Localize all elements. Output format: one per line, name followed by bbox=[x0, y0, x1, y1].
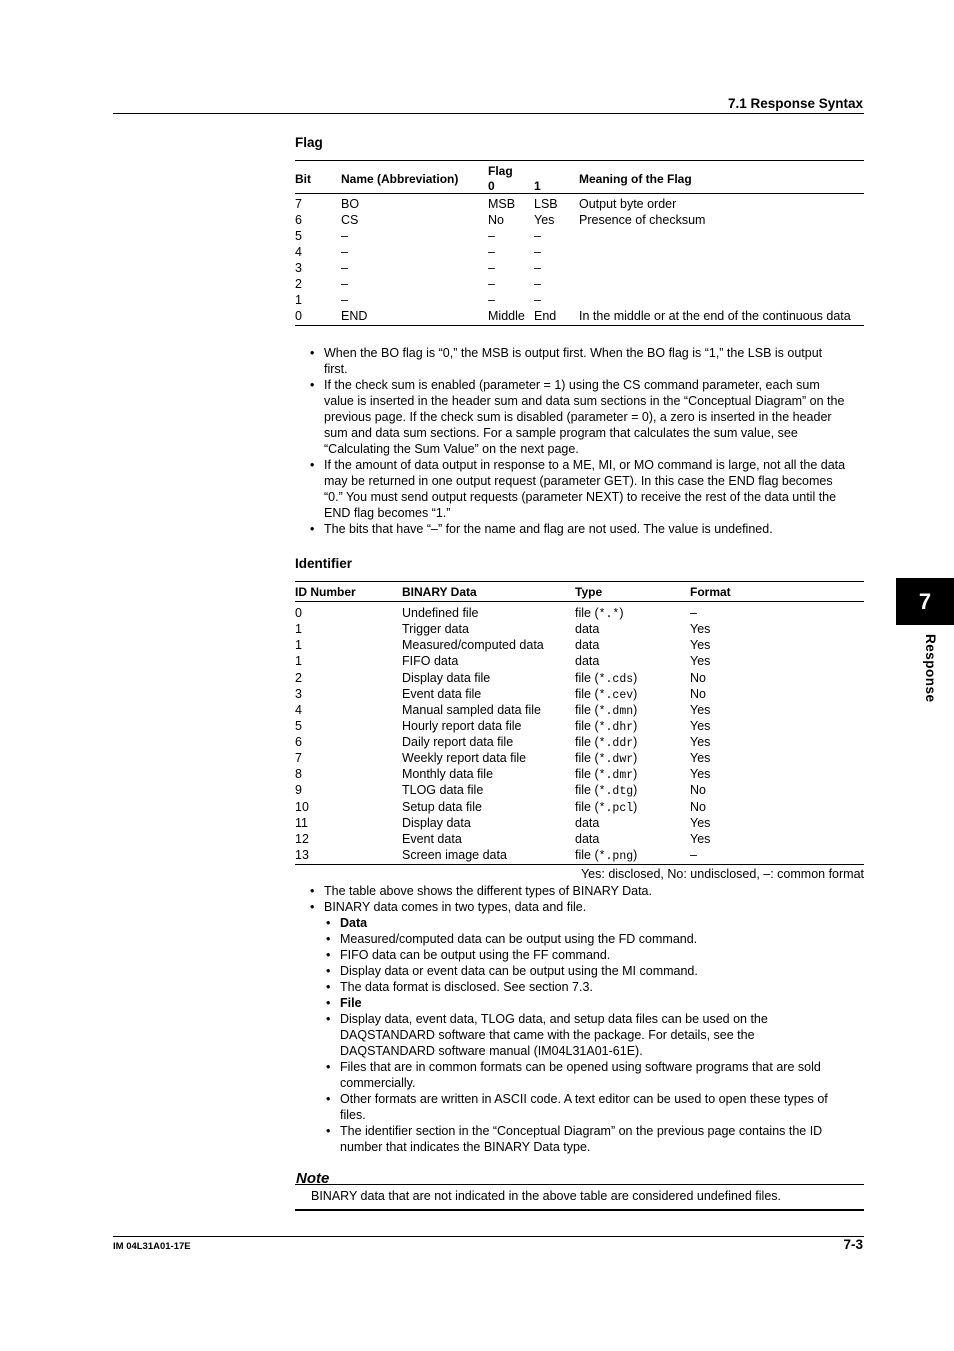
list-item bbox=[310, 1091, 865, 1123]
table-row bbox=[295, 750, 864, 766]
identifier-id: 4 bbox=[295, 702, 302, 717]
list-item-line: If the amount of data output in response to a ME, MI, or MO command is large, not all the data bbox=[324, 458, 846, 472]
list-item bbox=[310, 521, 865, 537]
type-prefix: data bbox=[575, 654, 600, 669]
note-text: BINARY data that are not indicated in the above table are considered undefined files. bbox=[311, 1189, 781, 1203]
identifier-col-type: Type bbox=[575, 585, 603, 599]
flag-table-header-rule bbox=[295, 193, 864, 194]
table-row bbox=[295, 718, 864, 734]
list-item-line: may be returned in one output request (parameter GET). In this case the END flag becomes bbox=[324, 474, 833, 488]
flag-value-0: MSB bbox=[488, 197, 516, 211]
list-item bbox=[310, 915, 865, 931]
identifier-col-binary: BINARY Data bbox=[402, 585, 477, 599]
table-row bbox=[295, 244, 864, 260]
list-item-line: value is inserted in the header sum and data sum sections in the “Conceptual Diagram” on the bbox=[324, 394, 845, 408]
bullet-icon: • bbox=[326, 1092, 331, 1106]
table-row bbox=[295, 292, 864, 308]
flag-name: – bbox=[341, 245, 348, 259]
flag-name: – bbox=[341, 293, 348, 307]
list-item bbox=[310, 1059, 865, 1091]
flag-bit: 4 bbox=[295, 245, 302, 259]
flag-name: – bbox=[341, 261, 348, 275]
identifier-binary-data: Measured/computed data bbox=[402, 638, 544, 653]
flag-bit: 6 bbox=[295, 213, 302, 227]
identifier-binary-data: Screen image data bbox=[402, 847, 507, 862]
flag-value-0: – bbox=[488, 277, 495, 291]
list-item-line: DAQSTANDARD software that came with the package. For details, see the bbox=[340, 1028, 755, 1042]
list-item-line: The data format is disclosed. See section 7.3. bbox=[340, 980, 593, 994]
flag-name: – bbox=[341, 229, 348, 243]
identifier-format: Yes bbox=[690, 654, 711, 669]
flag-value-1: – bbox=[534, 245, 541, 259]
type-prefix: file ( bbox=[575, 799, 599, 814]
type-suffix: ) bbox=[633, 686, 638, 701]
flag-col-bit: Bit bbox=[295, 172, 311, 186]
table-row bbox=[295, 734, 864, 750]
list-item-line: BINARY data comes in two types, data and file. bbox=[324, 900, 587, 914]
file-extension: *.pcl bbox=[598, 801, 634, 815]
identifier-format: No bbox=[690, 799, 706, 814]
header-rule bbox=[113, 113, 864, 114]
identifier-binary-data: Manual sampled data file bbox=[402, 702, 541, 717]
type-suffix: ) bbox=[633, 670, 638, 685]
flag-bit: 5 bbox=[295, 229, 302, 243]
file-extension: *.dwr bbox=[598, 753, 634, 767]
table-row bbox=[295, 799, 864, 815]
type-suffix: ) bbox=[633, 799, 638, 814]
list-item bbox=[310, 345, 865, 377]
flag-meaning: In the middle or at the end of the continuous data bbox=[579, 309, 851, 323]
file-extension: *.png bbox=[598, 849, 634, 863]
table-row bbox=[295, 670, 864, 686]
footer-rule bbox=[113, 1236, 864, 1237]
identifier-format: Yes bbox=[690, 638, 711, 653]
identifier-binary-data: Trigger data bbox=[402, 622, 469, 637]
identifier-format: Yes bbox=[690, 831, 711, 846]
identifier-binary-data: Daily report data file bbox=[402, 735, 514, 750]
bullet-icon: • bbox=[310, 900, 315, 914]
list-item bbox=[310, 979, 865, 995]
type-prefix: file ( bbox=[575, 783, 599, 798]
identifier-format: Yes bbox=[690, 735, 711, 750]
list-item-line: “Calculating the Sum Value” on the next page. bbox=[324, 442, 579, 456]
flag-value-1: End bbox=[534, 309, 557, 323]
flag-value-0: No bbox=[488, 213, 504, 227]
flag-bit: 7 bbox=[295, 197, 302, 211]
type-prefix: data bbox=[575, 638, 600, 653]
identifier-id: 1 bbox=[295, 638, 302, 653]
type-prefix: file ( bbox=[575, 670, 599, 685]
list-item bbox=[310, 883, 865, 899]
flag-table-bottom-rule bbox=[295, 325, 864, 326]
identifier-binary-data: FIFO data bbox=[402, 654, 459, 669]
type-suffix: ) bbox=[619, 606, 624, 620]
table-row bbox=[295, 686, 864, 702]
identifier-format: – bbox=[690, 606, 697, 620]
file-extension: *.cev bbox=[598, 688, 634, 702]
bullet-icon: • bbox=[326, 1124, 331, 1138]
flag-meaning: Output byte order bbox=[579, 197, 677, 211]
table-row bbox=[295, 621, 864, 637]
identifier-id: 11 bbox=[295, 815, 308, 830]
flag-value-0: – bbox=[488, 293, 495, 307]
bullet-icon: • bbox=[310, 884, 315, 898]
identifier-table-bottom-rule bbox=[295, 864, 864, 865]
flag-value-1: – bbox=[534, 261, 541, 275]
list-item bbox=[310, 963, 865, 979]
identifier-binary-data: TLOG data file bbox=[402, 783, 484, 798]
doc-id: IM 04L31A01-17E bbox=[113, 1241, 191, 1252]
list-item-line: commercially. bbox=[340, 1076, 416, 1090]
identifier-id: 10 bbox=[295, 799, 309, 814]
identifier-format: Yes bbox=[690, 702, 711, 717]
identifier-heading: Identifier bbox=[295, 556, 353, 571]
identifier-type bbox=[575, 847, 637, 865]
list-item-line: Measured/computed data can be output using the FD command. bbox=[340, 932, 698, 946]
type-prefix: file ( bbox=[575, 606, 599, 620]
list-item-line: The table above shows the different types of BINARY Data. bbox=[324, 884, 652, 898]
identifier-binary-data: Weekly report data file bbox=[402, 751, 527, 766]
identifier-id: 0 bbox=[295, 606, 302, 620]
list-item bbox=[310, 1011, 865, 1059]
identifier-table-header bbox=[295, 584, 864, 600]
file-extension: *.ddr bbox=[598, 737, 634, 751]
identifier-notes bbox=[310, 883, 865, 1155]
identifier-binary-data: Setup data file bbox=[402, 799, 482, 814]
type-prefix: data bbox=[575, 831, 600, 846]
table-row bbox=[295, 766, 864, 782]
identifier-id: 3 bbox=[295, 686, 302, 701]
list-item-line: sum and data sum sections. For a sample program that calculates the sum value, see bbox=[324, 426, 798, 440]
table-row bbox=[295, 196, 864, 212]
list-item bbox=[310, 995, 865, 1011]
type-prefix: file ( bbox=[575, 718, 599, 733]
identifier-id: 6 bbox=[295, 735, 302, 750]
identifier-binary-data: Monthly data file bbox=[402, 767, 494, 782]
flag-value-1: – bbox=[534, 229, 541, 243]
table-row bbox=[295, 702, 864, 718]
list-item-line: File bbox=[340, 996, 362, 1010]
identifier-binary-data: Undefined file bbox=[402, 606, 479, 620]
identifier-binary-data: Display data bbox=[402, 815, 471, 830]
table-row bbox=[295, 276, 864, 292]
flag-meaning: Presence of checksum bbox=[579, 213, 706, 227]
type-suffix: ) bbox=[633, 735, 638, 750]
file-extension: *.dmn bbox=[598, 704, 634, 718]
type-prefix: file ( bbox=[575, 751, 599, 766]
bullet-icon: • bbox=[326, 996, 331, 1010]
type-prefix: file ( bbox=[575, 735, 599, 750]
file-extension: *.dtg bbox=[598, 785, 634, 799]
flag-col-flag: Flag bbox=[488, 164, 513, 178]
table-row bbox=[295, 228, 864, 244]
list-item-line: first. bbox=[324, 362, 348, 376]
type-suffix: ) bbox=[633, 751, 638, 766]
section-title: 7.1 Response Syntax bbox=[727, 96, 863, 111]
identifier-format: No bbox=[690, 686, 706, 701]
type-suffix: ) bbox=[633, 718, 638, 733]
flag-value-0: Middle bbox=[488, 309, 525, 323]
identifier-id: 12 bbox=[295, 831, 309, 846]
bullet-icon: • bbox=[310, 458, 315, 472]
flag-table-header-sub bbox=[295, 178, 864, 194]
type-prefix: data bbox=[575, 815, 600, 830]
identifier-format: Yes bbox=[690, 751, 711, 766]
flag-value-1: – bbox=[534, 293, 541, 307]
list-item bbox=[310, 947, 865, 963]
list-item-line: FIFO data can be output using the FF command. bbox=[340, 948, 611, 962]
list-item bbox=[310, 931, 865, 947]
flag-value-0: – bbox=[488, 229, 495, 243]
identifier-binary-data: Event data bbox=[402, 831, 462, 846]
flag-value-1: – bbox=[534, 277, 541, 291]
bullet-icon: • bbox=[310, 522, 315, 536]
type-suffix: ) bbox=[633, 767, 638, 782]
type-suffix: ) bbox=[633, 702, 638, 717]
bullet-icon: • bbox=[326, 916, 331, 930]
file-extension: *.* bbox=[598, 608, 620, 621]
flag-value-0: – bbox=[488, 245, 495, 259]
type-prefix: data bbox=[575, 622, 600, 637]
note-bottom-rule bbox=[295, 1209, 864, 1211]
identifier-id: 1 bbox=[295, 654, 302, 669]
list-item-line: When the BO flag is “0,” the MSB is output first. When the BO flag is “1,” the LSB is output bbox=[324, 346, 823, 360]
list-item bbox=[310, 457, 865, 521]
bullet-icon: • bbox=[310, 346, 315, 360]
bullet-icon: • bbox=[326, 948, 331, 962]
flag-heading: Flag bbox=[295, 135, 323, 150]
identifier-id: 1 bbox=[295, 622, 302, 637]
file-extension: *.dhr bbox=[598, 720, 634, 734]
list-item-line: “0.” You must send output requests (parameter NEXT) to receive the rest of the data until the bbox=[324, 490, 837, 504]
list-item-line: files. bbox=[340, 1108, 366, 1122]
identifier-format: Yes bbox=[690, 718, 711, 733]
flag-notes bbox=[310, 345, 865, 537]
identifier-col-format: Format bbox=[690, 585, 731, 599]
type-prefix: file ( bbox=[575, 702, 599, 717]
flag-name: END bbox=[341, 309, 368, 323]
table-row bbox=[295, 653, 864, 669]
identifier-id: 5 bbox=[295, 718, 302, 733]
type-suffix: ) bbox=[633, 783, 638, 798]
list-item-line: Other formats are written in ASCII code. A text editor can be used to open these types of bbox=[340, 1092, 828, 1106]
flag-bit: 3 bbox=[295, 261, 302, 275]
bullet-icon: • bbox=[326, 932, 331, 946]
chapter-tab: 7 bbox=[896, 578, 954, 625]
identifier-format: – bbox=[690, 847, 697, 862]
type-suffix: ) bbox=[633, 847, 638, 862]
identifier-binary-data: Hourly report data file bbox=[402, 718, 522, 733]
table-row bbox=[295, 637, 864, 653]
identifier-id: 2 bbox=[295, 670, 302, 685]
format-legend: Yes: disclosed, No: undisclosed, –: common format bbox=[580, 867, 864, 881]
list-item-line: previous page. If the check sum is disabled (parameter = 0), a zero is inserted in the header bbox=[324, 410, 832, 424]
list-item-line: DAQSTANDARD software manual (IM04L31A01-61E). bbox=[340, 1044, 643, 1058]
flag-bit: 0 bbox=[295, 309, 302, 323]
page-number: 7-3 bbox=[843, 1237, 863, 1252]
table-row bbox=[295, 782, 864, 798]
identifier-format: No bbox=[690, 670, 706, 685]
flag-value-0: – bbox=[488, 261, 495, 275]
list-item-line: The identifier section in the “Conceptual Diagram” on the previous page contains the ID bbox=[340, 1124, 823, 1138]
list-item-line: Display data or event data can be output using the MI command. bbox=[340, 964, 698, 978]
identifier-format: Yes bbox=[690, 767, 711, 782]
flag-bit: 1 bbox=[295, 293, 302, 307]
flag-value-1: LSB bbox=[534, 197, 558, 211]
list-item bbox=[310, 377, 865, 457]
list-item-line: END flag becomes “1.” bbox=[324, 506, 451, 520]
identifier-id: 9 bbox=[295, 783, 302, 798]
flag-col-name: Name (Abbreviation) bbox=[341, 172, 459, 186]
list-item bbox=[310, 1123, 865, 1155]
file-extension: *.cds bbox=[598, 672, 634, 686]
identifier-format: No bbox=[690, 783, 706, 798]
identifier-format: Yes bbox=[690, 815, 711, 830]
identifier-id: 7 bbox=[295, 751, 302, 766]
flag-name: CS bbox=[341, 213, 359, 227]
bullet-icon: • bbox=[326, 980, 331, 994]
table-row bbox=[295, 605, 864, 621]
type-prefix: file ( bbox=[575, 686, 599, 701]
table-row bbox=[295, 831, 864, 847]
flag-table-top-rule bbox=[295, 160, 864, 161]
list-item-line: If the check sum is enabled (parameter = 1) using the CS command parameter, each sum bbox=[324, 378, 820, 392]
identifier-id: 8 bbox=[295, 767, 302, 782]
list-item bbox=[310, 899, 865, 915]
table-row bbox=[295, 260, 864, 276]
bullet-icon: • bbox=[310, 378, 315, 392]
note-top-rule bbox=[295, 1184, 864, 1185]
identifier-table-top-rule bbox=[295, 581, 864, 582]
table-row bbox=[295, 308, 864, 324]
table-row bbox=[295, 815, 864, 831]
flag-col-1: 1 bbox=[534, 179, 541, 193]
flag-bit: 2 bbox=[295, 277, 302, 291]
table-row bbox=[295, 212, 864, 228]
flag-col-meaning: Meaning of the Flag bbox=[579, 172, 692, 186]
identifier-format: Yes bbox=[690, 622, 711, 637]
flag-name: BO bbox=[341, 197, 360, 211]
table-row bbox=[295, 847, 864, 863]
bullet-icon: • bbox=[326, 964, 331, 978]
list-item-line: Display data, event data, TLOG data, and setup data files can be used on the bbox=[340, 1012, 768, 1026]
file-extension: *.dmr bbox=[598, 769, 634, 783]
list-item-line: Data bbox=[340, 916, 368, 930]
list-item-line: Files that are in common formats can be opened using software programs that are sold bbox=[340, 1060, 821, 1074]
list-item-line: number that indicates the BINARY Data type. bbox=[340, 1140, 591, 1154]
identifier-binary-data: Display data file bbox=[402, 670, 491, 685]
identifier-id: 13 bbox=[295, 847, 309, 862]
type-prefix: file ( bbox=[575, 767, 599, 782]
identifier-col-id: ID Number bbox=[295, 585, 356, 599]
bullet-icon: • bbox=[326, 1060, 331, 1074]
type-prefix: file ( bbox=[575, 847, 599, 862]
note-title: Note bbox=[296, 1170, 330, 1187]
flag-value-1: Yes bbox=[534, 213, 555, 227]
list-item-line: The bits that have “–” for the name and flag are not used. The value is undefined. bbox=[324, 522, 773, 536]
flag-col-0: 0 bbox=[488, 179, 495, 193]
identifier-table-header-rule bbox=[295, 601, 864, 602]
identifier-binary-data: Event data file bbox=[402, 686, 482, 701]
chapter-tab-label: Response bbox=[923, 634, 938, 703]
bullet-icon: • bbox=[326, 1012, 331, 1026]
flag-name: – bbox=[341, 277, 348, 291]
